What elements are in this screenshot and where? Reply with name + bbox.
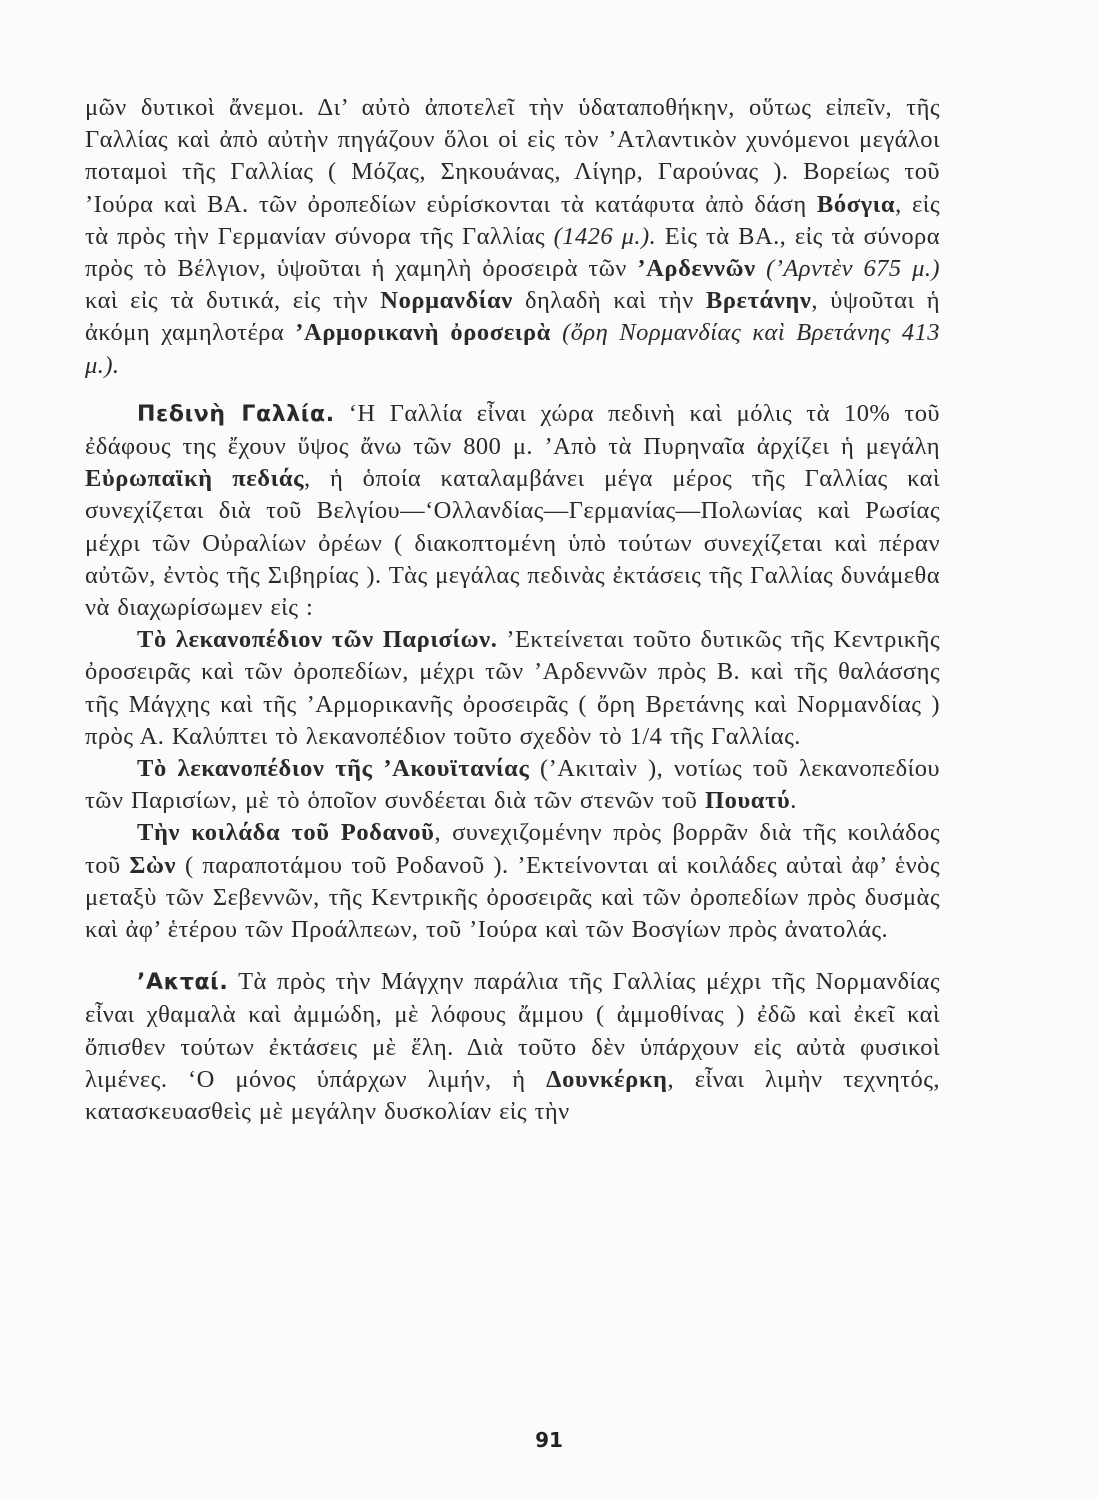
text-run: ( παραποτάμου τοῦ Ροδανοῦ ). ’Εκτείνονται αἱ κοιλάδες αὐταὶ ἀφ’ ἑνὸς μεταξὺ τῶν Σεβεννῶν, τῆς Κεντρικῆς ὀροσειρᾶς καὶ τῶν ὀροπεδίων πρὸς δυσμὰς καὶ ἀφ’ ἑτέρου τῶν Προάλπεων, τοῦ ’Ιούρα καὶ τῶν Βοσγίων πρὸς ἀνατολάς. (85, 851, 940, 944)
paragraph-aquitaine-basin (85, 753, 940, 817)
bold-term: Πουατύ (704, 787, 791, 815)
bold-term: ’Αρμορικανὴ ὀροσειρὰ (295, 319, 551, 347)
paragraph-plain-france (85, 398, 940, 624)
bold-term: Νορμανδίαν (380, 287, 513, 315)
paragraph-mountains (85, 92, 940, 382)
italic-note: (ὄρη Νορμανδίας καὶ Βρετάνης 413 μ.). (85, 319, 941, 379)
bold-term: Σὼν (129, 851, 177, 879)
text-run: Τὰ πρὸς τὴν Μάγχην παράλια τῆς Γαλλίας μέχρι τῆς Νορμανδίας εἶναι χθαμαλὰ καὶ ἀμμώδη, μὲ λόφους ἄμμου ( ἀμμοθίνας ) ἐδῶ καὶ ἐκεῖ καὶ ὄπισθεν τούτων ἐκτάσεις μὲ ἕλη. Διὰ τοῦτο δὲν ὑπάρχουν εἰς αὐτὰ φυσικοὶ λιμένες. ‘Ο μόνος ὑπάρχων λιμήν, ἡ (85, 968, 940, 1093)
text-run: . (790, 787, 797, 815)
text-run: , ὑψοῦται ἡ ἀκόμη χαμηλοτέρα (85, 287, 940, 347)
text-run (756, 255, 767, 282)
text-run: (’Ακιταὶν ), νοτίως τοῦ λεκανοπεδίου τῶν Παρισίων, μὲ τὸ ὁποῖον συνδέεται διὰ τῶν στενῶν τοῦ (85, 755, 940, 815)
page-body (85, 92, 940, 1128)
text-run: , εἰς τὰ πρὸς τὴν Γερμανίαν σύνορα τῆς Γαλλίας (85, 190, 940, 250)
bold-term: Τὸ λεκανοπέδιον τῆς ’Ακουϊτανίας (137, 755, 530, 783)
text-run: καὶ εἰς τὰ δυτικά, εἰς τὴν (85, 287, 381, 315)
bold-term: Εὐρωπαϊκὴ πεδιάς (85, 465, 305, 493)
section-heading: Πεδινὴ Γαλλία. (137, 401, 335, 427)
text-run: μῶν δυτικοὶ ἄνεμοι. Δι’ αὐτὸ ἀποτελεῖ τὴν ὑδαταποθήκην, οὕτως εἰπεῖν, τῆς Γαλλίας καὶ ἀπὸ αὐτὴν πηγάζουν ὅλοι οἱ εἰς τὸν ’Ατλαντικὸν χυνόμενοι μεγάλοι ποταμοὶ τῆς Γαλλίας ( Μόζας, Σηκουάνας, Λίγηρ, Γαρούνας ). Βορείως τοῦ ’Ιούρα καὶ ΒΑ. τῶν ὀροπεδίων εὑρίσκονται τὰ κατάφυτα ἀπὸ δάση (85, 94, 940, 218)
text-run: , ἡ ὁποία καταλαμβάνει μέγα μέρος τῆς Γαλλίας καὶ συνεχίζεται διὰ τοῦ Βελγίου—‘Ολλανδίας—Γερμανίας—Πολωνίας καὶ Ρωσίας μέχρι τῶν Οὐραλίων ὀρέων ( διακοπτομένη ὑπὸ τούτων συνεχίζεται καὶ πέραν αὐτῶν, ἐντὸς τῆς Σιβηρίας ). Τὰς μεγάλας πεδινὰς ἐκτάσεις τῆς Γαλλίας δυνάμεθα νὰ διαχωρίσωμεν εἰς : (85, 465, 940, 622)
text-run: , συνεχιζομένην πρὸς βορρᾶν διὰ τῆς κοιλάδος τοῦ (85, 819, 940, 879)
text-run: Εἰς τὰ ΒΑ., εἰς τὰ σύνορα πρὸς τὸ Βέλγιον, ὑψοῦται ἡ χαμηλὴ ὀροσειρὰ τῶν (85, 222, 940, 283)
paragraph-rhone-valley (85, 817, 940, 946)
bold-term: Δουνκέρκη (546, 1065, 668, 1093)
bold-term: Βόσγια (816, 190, 896, 218)
text-run (551, 319, 562, 346)
bold-term: Τὸ λεκανοπέδιον τῶν Παρισίων. (137, 626, 498, 654)
paragraph-paris-basin (85, 624, 940, 753)
text-run: ’Εκτείνεται τοῦτο δυτικῶς τῆς Κεντρικῆς ὀροσειρᾶς καὶ τῶν ὀροπεδίων, μέχρι τῶν ’Αρδεννῶν πρὸς Β. καὶ τῆς θαλάσσης τῆς Μάγχης καὶ τῆς ’Αρμορικανῆς ὀροσειρᾶς ( ὄρη Βρετάνης καὶ Νορμανδίας ) πρὸς Α. Καλύπτει τὸ λεκανοπέδιον τοῦτο σχεδὸν τὸ 1/4 τῆς Γαλλίας. (85, 626, 940, 750)
text-run: , εἶναι λιμὴν τεχνητός, κατασκευασθεὶς μὲ μεγάλην δυσκολίαν εἰς τὴν (85, 1065, 940, 1126)
text-run: δηλαδὴ καὶ τὴν (512, 287, 706, 315)
bold-term: ’Αρδεννῶν (637, 255, 756, 283)
bold-term: Τὴν κοιλάδα τοῦ Ροδανοῦ (137, 819, 435, 847)
italic-note: (1426 μ.). (553, 222, 657, 250)
paragraph-coasts (85, 966, 940, 1128)
page-number: 91 (535, 1428, 563, 1452)
bold-term: Βρετάνην (705, 287, 812, 315)
text-run: ‘Η Γαλλία εἶναι χώρα πεδινὴ καὶ μόλις τὰ 10% τοῦ ἐδάφους της ἔχουν ὕψος ἄνω τῶν 800 μ. ’Απὸ τὰ Πυρηναῖα ἀρχίζει ἡ μεγάλη (85, 399, 940, 461)
section-heading: ’Ακταί. (137, 970, 229, 996)
italic-note: (’Αρντὲν 675 μ.) (766, 255, 941, 283)
